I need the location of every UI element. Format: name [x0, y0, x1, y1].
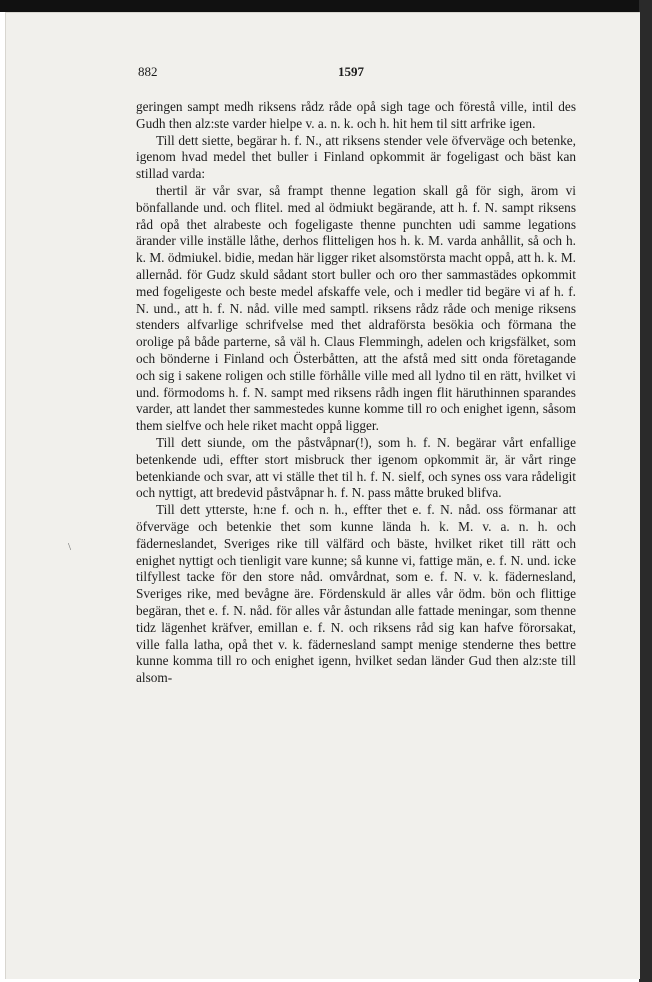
running-head-year: 1597 — [338, 64, 364, 79]
body-text — [136, 99, 576, 687]
paragraph: thertil är vår svar, så frampt thenne legation skall gå för sigh, ärom vi bönfallande und. och flitel. med al ödmiukt begärande, att h. f. N. sampt riksens råd opå thet alrabeste och fogeligaste thenne punchten udi samme legations ärander ville inställe låthe, derhos flitteligen hos h. k. M. varda anhållit, så och h. k. M. ödmiukel. bidie, medan här ligger riket alsomstörsta macht oppå, att h. k. M. allernåd. för Gudz skuld sådant stort buller och oro ther sammastädes opkommit med fogeligeste och beste medel afskaffe vele, och i medler tid begäre vi af h. f. N. und., att h. f. N. nåd. ville med samptl. riksens rådz råde och menige riksens stenders alfvarlige schrifvelse med thet aldraförsta besökia och förmana the orolige på både parterne, så väl h. Claus Flemmingh, adelen och krigsfälket, som och bönderne i Finland och Österbåtten, att the afstå med sitt onda företagande och sig i sakene roligen och stille förhålle ville med all lydno til en rätt, hvilket vi und. förmodoms h. f. N. sampt med riksens rådh ingen flit häruthinnen sparandes varder, att landet ther sammestedes kunne komme till ro och enighet igenn, såsom them sielfve och hele riket macht oppå ligger. — [136, 182, 576, 434]
page-header — [138, 64, 578, 84]
paragraph: Till dett ytterste, h:ne f. och n. h., effter thet e. f. N. nåd. oss förmanar att öfverväge och betenkie thet som kunne lända h. k. M. v. a. n. h. och fäderneslandet, Sveriges rike till välfärd och bäste, hvilket riket till rätt och enighet nyttigt och tienligit vare kunne; så kunne vi, fattige män, e. f. N. und. icke tilfyllest tacke för den store nåd. omvårdnat, som e. f. N. v. k. fädernesland, Sveriges rike, med bevågne äre. Fördenskuld är alles vår ödm. bön och flittige begäran, thet e. f. N. nåd. för alles vår åstundan alle fattade meningar, som thenne tidz lägenhet kräfver, emillan e. f. N. och riksens råd sig kan hafve förorsakat, ville falla latha, opå thet v. k. fädernesland sampt menige stenderne thes bettre kunne komma till ro och enighet igenn, hvilket sedan länder Gud then alz:ste till alsom- — [136, 502, 576, 686]
scan-top-border — [0, 0, 652, 12]
scan-right-border — [639, 0, 652, 982]
page-number: 882 — [138, 64, 158, 79]
paragraph: geringen sampt medh riksens rådz råde opå sigh tage och förestå ville, intil des Gudh then alz:ste varder hielpe v. a. n. k. och h. hit hem til sitt arfrike igen. — [136, 99, 576, 131]
margin-mark: \ — [68, 541, 72, 553]
paragraph: Till dett siunde, om the påstvåpnar(!), som h. f. N. begärar vårt enfallige betenkende udi, effter stort misbruck ther igenom opkommit är, är vårt ringe betenkiande och svar, att vi ställe thet til h. f. N. sielf, och synes oss vara rådeligit och nyttigt, att bredevid påstvåpnar h. f. N. pass måtte bruked blifva. — [136, 434, 576, 501]
paragraph: Till dett siette, begärar h. f. N., att riksens stender vele öfverväge och betenke, igenom hvad medel thet buller i Finland opkommit är fogeligast och bäst kan stillad varda: — [136, 132, 576, 182]
